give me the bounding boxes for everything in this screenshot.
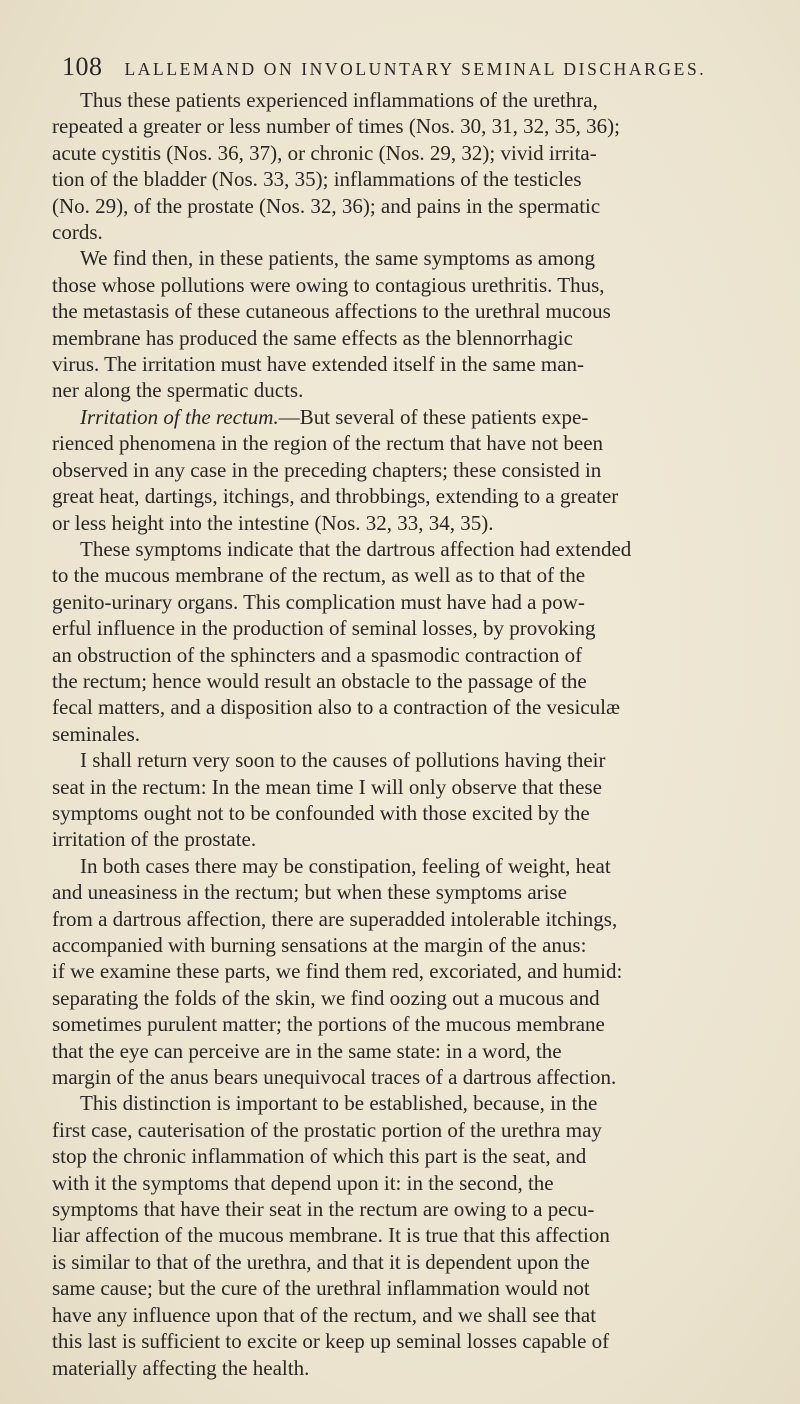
text-run: These symptoms indicate that the dartrous affection had extended — [80, 536, 632, 561]
text-run: with it the symptoms that depend upon it: in the second, the — [52, 1170, 554, 1195]
text-line — [52, 193, 768, 219]
text-run: seminales. — [52, 721, 141, 746]
text-run: fecal matters, and a disposition also to a contraction of the vesiculæ — [52, 695, 621, 720]
text-line — [52, 1011, 768, 1037]
text-line — [52, 457, 768, 483]
section-heading-inline: Irritation of the rectum. — [80, 404, 279, 429]
text-line — [52, 351, 768, 377]
text-run: In both cases there may be constipation, feeling of weight, heat — [80, 853, 611, 878]
text-line — [52, 1196, 768, 1222]
text-line — [52, 87, 768, 113]
text-run: sometimes purulent matter; the portions of the mucous membrane — [52, 1012, 605, 1037]
text-run: virus. The irritation must have extended itself in the same man- — [52, 352, 585, 377]
text-run: observed in any case in the preceding chapters; these consisted in — [52, 457, 602, 482]
text-line — [52, 774, 768, 800]
page-header — [62, 52, 760, 82]
text-run: those whose pollutions were owing to contagious urethritis. Thus, — [52, 272, 605, 297]
text-run: this last is sufficient to excite or keep up seminal losses capable of — [52, 1329, 610, 1354]
text-run: or less height into the intestine (Nos. 32, 33, 34, 35). — [52, 510, 494, 535]
text-run: irritation of the prostate. — [52, 827, 257, 852]
text-line — [52, 589, 768, 615]
text-run: liar affection of the mucous membrane. It is true that this affection — [52, 1223, 610, 1248]
text-run: accompanied with burning sensations at the margin of the anus: — [52, 933, 587, 957]
text-line — [52, 510, 768, 536]
text-run: separating the folds of the skin, we find oozing out a mucous and — [52, 985, 600, 1010]
text-line — [52, 404, 768, 430]
text-line — [52, 985, 768, 1011]
text-line — [52, 483, 768, 509]
text-line — [52, 800, 768, 826]
paragraph — [52, 853, 768, 1091]
text-line — [52, 826, 768, 852]
text-run: —But several of these patients expe- — [278, 404, 589, 429]
text-line — [52, 721, 768, 747]
text-line — [52, 747, 768, 773]
text-run: genito-urinary organs. This complication must have had a pow- — [52, 589, 585, 614]
text-run: seat in the rectum: In the mean time I will only observe that these — [52, 774, 602, 799]
text-run: and uneasiness in the rectum; but when these symptoms arise — [52, 880, 567, 905]
text-line — [52, 642, 768, 668]
text-line — [52, 377, 768, 403]
text-run: great heat, dartings, itchings, and throbbings, extending to a greater — [52, 484, 619, 509]
text-run: the metastasis of these cutaneous affections to the urethral mucous — [52, 299, 611, 324]
text-line — [52, 430, 768, 456]
text-run: have any influence upon that of the rectum, and we shall see that — [52, 1302, 597, 1327]
text-line — [52, 958, 768, 984]
text-run: tion of the bladder (Nos. 33, 35); inflammations of the testicles — [52, 167, 582, 192]
text-line — [52, 906, 768, 932]
running-head: LALLEMAND ON INVOLUNTARY SEMINAL DISCHARGES. — [124, 59, 707, 79]
text-line — [52, 1170, 768, 1196]
text-line — [52, 536, 768, 562]
text-line — [52, 298, 768, 324]
paragraph — [52, 1090, 768, 1380]
text-run: ner along the spermatic ducts. — [52, 378, 304, 403]
text-run: symptoms ought not to be confounded with those excited by the — [52, 800, 590, 825]
text-line — [52, 1143, 768, 1169]
text-run: if we examine these parts, we find them red, excoriated, and humid: — [52, 959, 623, 984]
body-text — [52, 87, 768, 1381]
text-line — [52, 879, 768, 905]
text-run: This distinction is important to be established, because, in the — [80, 1091, 598, 1116]
text-line — [52, 1038, 768, 1064]
text-line — [52, 1117, 768, 1143]
text-run: the rectum; hence would result an obstacle to the passage of the — [52, 668, 587, 693]
text-line — [52, 694, 768, 720]
text-line — [52, 166, 768, 192]
text-line — [52, 1275, 768, 1301]
page-number: 108 — [62, 52, 103, 81]
text-run: We find then, in these patients, the same symptoms as among — [80, 246, 596, 271]
text-run: an obstruction of the sphincters and a spasmodic contraction of — [52, 642, 583, 667]
paragraph — [52, 747, 768, 853]
text-line — [52, 562, 768, 588]
text-run: acute cystitis (Nos. 36, 37), or chronic (Nos. 29, 32); vivid irrita- — [52, 140, 597, 165]
paragraph — [52, 404, 768, 536]
text-line — [52, 615, 768, 641]
text-line — [52, 668, 768, 694]
text-run: symptoms that have their seat in the rectum are owing to a pecu- — [52, 1197, 595, 1222]
text-line — [52, 245, 768, 271]
text-run: that the eye can perceive are in the same state: in a word, the — [52, 1038, 562, 1063]
paragraph — [52, 245, 768, 403]
text-line — [52, 113, 768, 139]
text-run: I shall return very soon to the causes of pollutions having their — [80, 748, 606, 773]
text-line — [52, 1355, 768, 1381]
text-line — [52, 140, 768, 166]
text-run: stop the chronic inflammation of which this part is the seat, and — [52, 1144, 587, 1169]
text-run: first case, cauterisation of the prostatic portion of the urethra may — [52, 1117, 602, 1142]
text-run: to the mucous membrane of the rectum, as well as to that of the — [52, 563, 586, 588]
text-run: repeated a greater or less number of times (Nos. 30, 31, 32, 35, 36); — [52, 114, 621, 139]
text-line — [52, 1090, 768, 1116]
text-run: erful influence in the production of seminal losses, by provoking — [52, 616, 596, 641]
text-run: materially affecting the health. — [52, 1355, 310, 1380]
text-run: membrane has produced the same effects as the blennorrhagic — [52, 325, 573, 350]
text-run: rienced phenomena in the region of the rectum that have not been — [52, 431, 604, 456]
text-run: Thus these patients experienced inflammations of the urethra, — [80, 88, 598, 112]
text-line — [52, 1328, 768, 1354]
text-run: margin of the anus bears unequivocal traces of a dartrous affection. — [52, 1065, 617, 1090]
text-run: from a dartrous affection, there are superadded intolerable itchings, — [52, 906, 618, 931]
text-line — [52, 272, 768, 298]
paragraph — [52, 536, 768, 747]
text-line — [52, 1222, 768, 1248]
text-line — [52, 853, 768, 879]
text-run: same cause; but the cure of the urethral inflammation would not — [52, 1276, 590, 1301]
text-line — [52, 219, 768, 245]
text-run: (No. 29), of the prostate (Nos. 32, 36); and pains in the spermatic — [52, 193, 601, 218]
text-line — [52, 1249, 768, 1275]
text-run: is similar to that of the urethra, and that it is dependent upon the — [52, 1249, 590, 1274]
paragraph — [52, 87, 768, 245]
text-line — [52, 1064, 768, 1090]
text-line — [52, 325, 768, 351]
text-line — [52, 1302, 768, 1328]
text-line — [52, 932, 768, 958]
text-run: cords. — [52, 220, 103, 245]
